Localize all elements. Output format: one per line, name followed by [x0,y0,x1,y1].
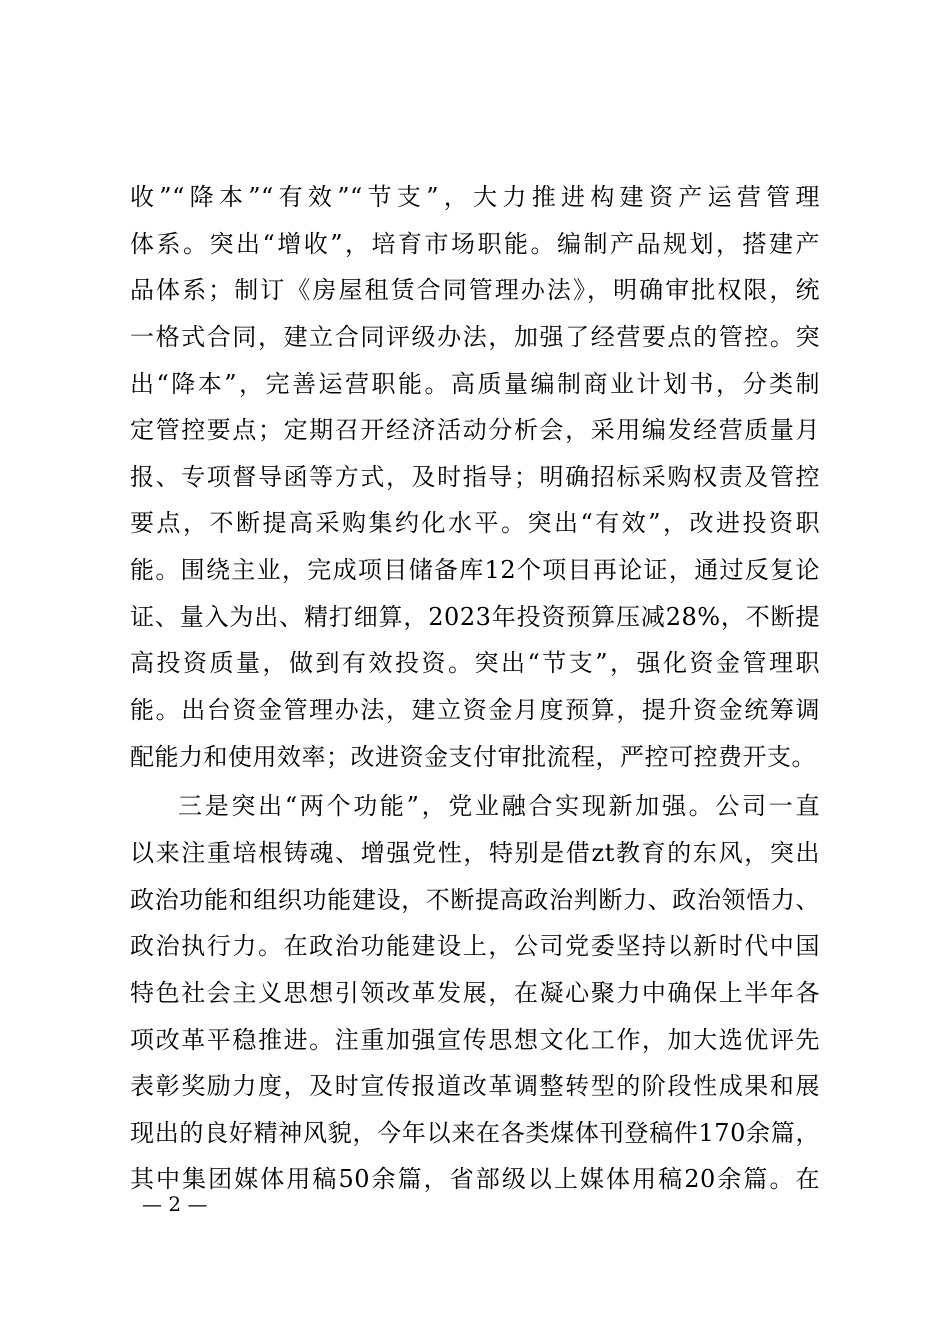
text-line: 其中集团媒体用稿50余篇，省部级以上媒体用稿20余篇。在 [130,1165,820,1194]
text-line: 以来注重培根铸魂、增强党性，特别是借zt教育的东风，突出 [130,838,820,867]
text-line: 高投资质量，做到有效投资。突出“节支”，强化资金管理职 [130,649,820,678]
text-line: 品体系；制订《房屋租赁合同管理办法》，明确审批权限，统 [130,276,820,305]
text-line: 政治执行力。在政治功能建设上，公司党委坚持以新时代中国 [130,932,820,961]
text-line: 要点，不断提高采购集约化水平。突出“有效”，改进投资职 [130,509,820,538]
text-line: 政治功能和组织功能建设，不断提高政治判断力、政治领悟力、 [130,885,820,914]
text-line: 收”“降本”“有效”“节支”，大力推进构建资产运营管理 [130,183,820,211]
text-line: 表彰奖励力度，及时宣传报道改革调整转型的阶段性成果和展 [130,1072,820,1101]
body-text [130,174,820,1203]
text-line: 能。围绕主业，完成项目储备库12个项目再论证，通过反复论 [130,556,820,585]
text-line: 体系。突出“增收”，培育市场职能。编制产品规划，搭建产 [130,229,820,258]
text-line: 一格式合同，建立合同评级办法，加强了经营要点的管控。突 [130,322,820,351]
page-number: — 2 — [142,1192,208,1216]
text-line: 定管控要点；定期召开经济活动分析会，采用编发经营质量月 [130,416,820,445]
text-line: 特色社会主义思想引领改革发展，在凝心聚力中确保上半年各 [130,978,820,1007]
text-line: 出“降本”，完善运营职能。高质量编制商业计划书，分类制 [130,369,820,398]
text-line: 三是突出“两个功能”，党业融合实现新加强。公司一直 [178,792,820,821]
text-line: 项改革平稳推进。注重加强宣传思想文化工作，加大选优评先 [130,1025,820,1054]
text-line: 证、量入为出、精打细算，2023年投资预算压减28%，不断提 [130,602,820,631]
paragraph-2 [130,783,820,1203]
text-line: 配能力和使用效率；改进资金支付审批流程，严控可控费开支。 [130,742,816,771]
text-line: 能。出台资金管理办法，建立资金月度预算，提升资金统筹调 [130,696,820,725]
text-line: 报、专项督导函等方式，及时指导；明确招标采购权责及管控 [130,462,820,491]
text-line: 现出的良好精神风貌，今年以来在各类煤体刊登稿件170余篇， [130,1118,820,1147]
paragraph-1 [130,174,820,780]
